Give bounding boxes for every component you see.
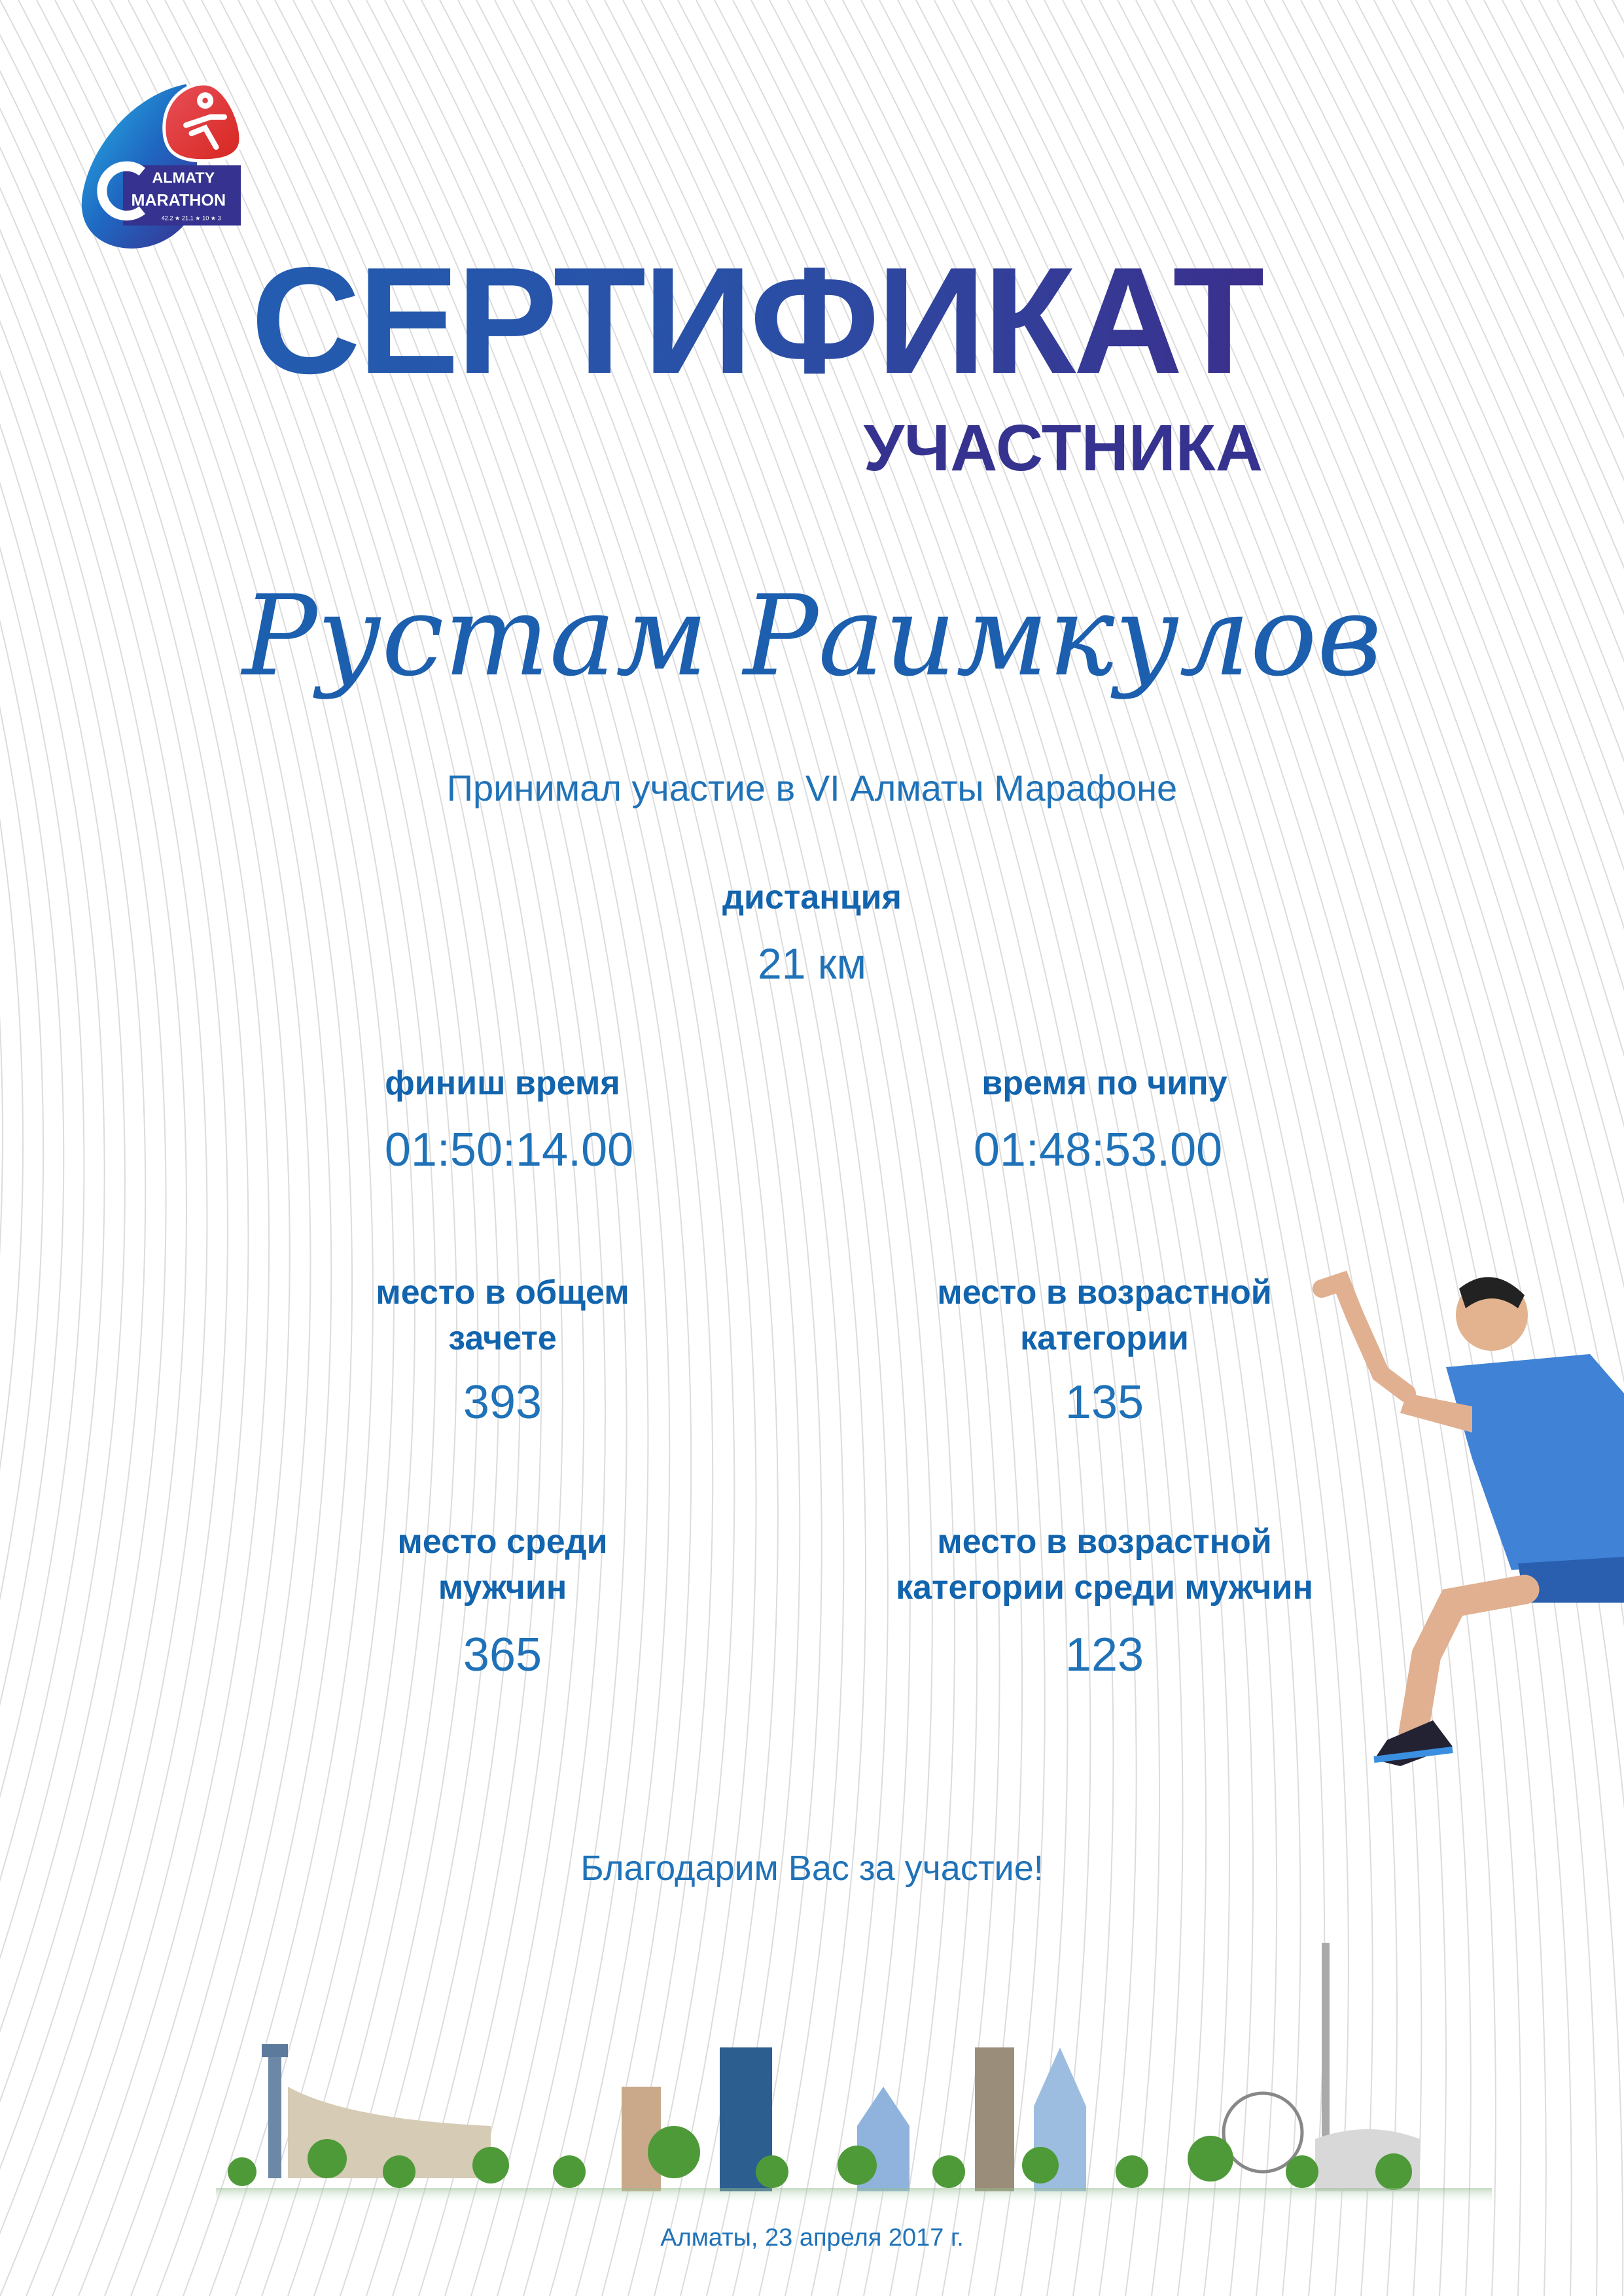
certificate-date: Алматы, 23 апреля 2017 г. [660,2224,964,2252]
label-line: место среди [397,1523,608,1561]
logo-distances: 42.2 ★ 21.1 ★ 10 ★ 3 [161,215,221,222]
overall-place-label [306,1270,699,1361]
male-place-value: 365 [463,1629,542,1681]
label-line: место в возрастной [937,1523,1272,1561]
finish-time-value: 01:50:14.00 [384,1124,634,1176]
distance-label: дистанция [722,878,902,916]
age-place-label [836,1270,1373,1361]
overall-place-value: 393 [463,1376,542,1429]
certificate-title: СЕРТИФИКАТ [0,245,1263,397]
logo-line1: ALMATY [152,169,215,186]
background-line [1557,0,1624,2296]
logo-line2: MARATHON [131,191,226,210]
age-male-place-label [836,1519,1373,1610]
label-line: место в общем [376,1274,629,1312]
label-line: категории [1020,1319,1189,1357]
background-line [1594,0,1624,2296]
label-line: категории среди мужчин [896,1569,1313,1607]
male-place-label [306,1519,699,1610]
finish-time-label: финиш время [385,1064,620,1102]
runner-illustration [1302,1262,1624,1792]
chip-time-value: 01:48:53.00 [973,1124,1223,1176]
label-line: мужчин [438,1569,567,1607]
certificate-subtitle: УЧАСТНИКА [863,411,1263,485]
participation-statement: Принимал участие в VI Алматы Марафоне [446,767,1178,809]
almaty-marathon-logo [65,62,285,265]
participant-name: Рустам Раимкулов [242,572,1382,701]
distance-value: 21 км [758,939,866,988]
age-male-place-value: 123 [1065,1629,1144,1681]
chip-time-label: время по чипу [981,1064,1227,1102]
label-line: зачете [448,1319,557,1357]
background-line [1521,0,1624,2296]
thanks-message: Благодарим Вас за участие! [580,1849,1044,1888]
almaty-skyline-illustration [216,1930,1492,2204]
label-line: место в возрастной [937,1274,1272,1312]
age-place-value: 135 [1065,1376,1144,1429]
background-line [1484,0,1624,2296]
